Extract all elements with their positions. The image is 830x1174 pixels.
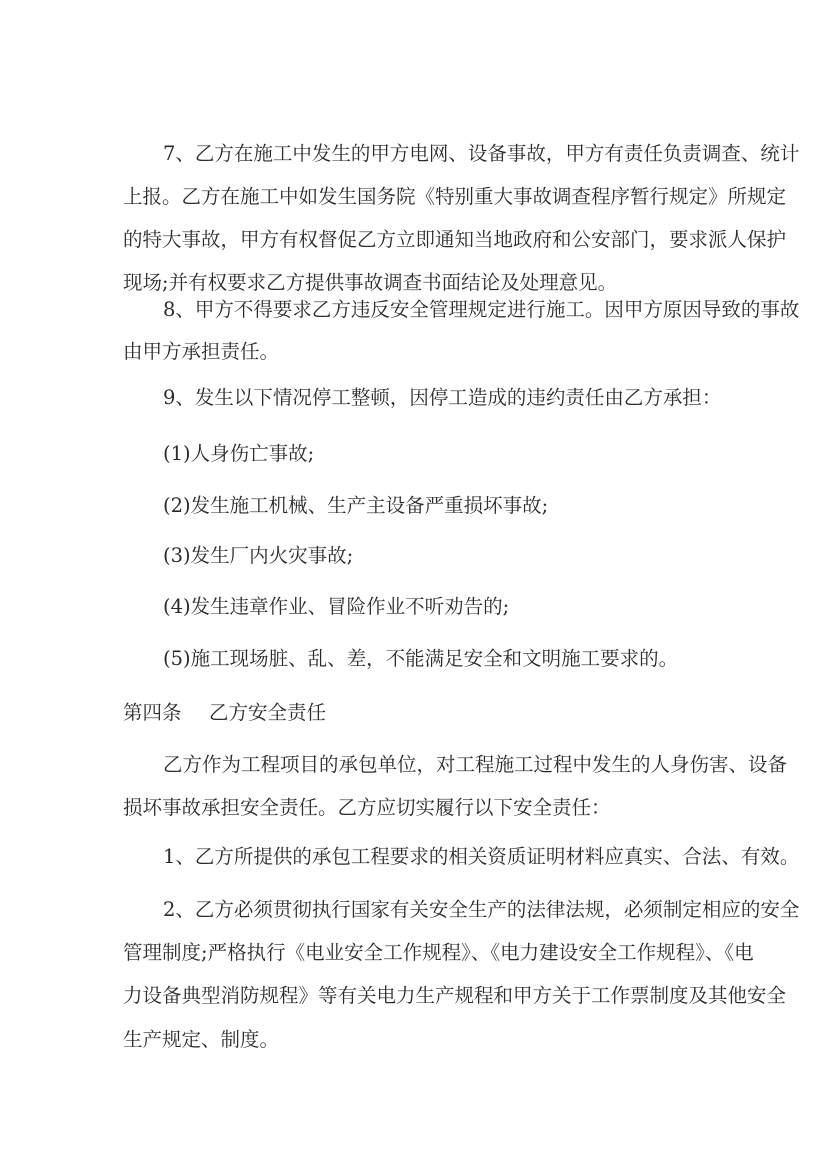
intro-line-1: 乙方作为工程项目的承包单位，对工程施工过程中发生的人身伤害、设备 [163,753,788,776]
article-heading [123,701,711,725]
responsibility-2-line-3: 力设备典型消防规程》等有关电力生产规程和甲方关于工作票制度及其他安全 [123,984,787,1007]
intro-line-2: 损坏事故承担安全责任。乙方应切实履行以下安全责任： [123,796,611,819]
list-item: (5)施工现场脏、乱、差，不能满足安全和文明施工要求的。 [163,647,679,670]
clause-7-line-1: 7、乙方在施工中发生的甲方电网、设备事故，甲方有责任负责调查、统计 [163,142,800,165]
list-item: (4)发生违章作业、冒险作业不听劝告的; [163,595,510,618]
list-item: (3)发生厂内火灾事故; [163,544,354,567]
list-item: (1)人身伤亡事故; [163,442,315,465]
clause-7-line-3: 的特大事故，甲方有权督促乙方立即通知当地政府和公安部门，要求派人保护 [123,228,787,251]
responsibility-2-line-4: 生产规定、制度。 [123,1028,280,1051]
article-title: 乙方安全责任 [209,701,327,724]
responsibility-1: 1、乙方所提供的承包工程要求的相关资质证明材料应真实、合法、有效。 [163,845,800,868]
article-number: 第四条 [123,701,182,724]
responsibility-2-line-2: 管理制度;严格执行《电业安全工作规程》、《电力建设安全工作规程》、《电 [123,941,754,964]
list-item: (2)发生施工机械、生产主设备严重损坏事故; [163,494,549,517]
clause-7-line-4: 现场;并有权要求乙方提供事故调查书面结论及处理意见。 [123,271,618,294]
clause-7-line-2: 上报。乙方在施工中如发生国务院《特别重大事故调查程序暂行规定》所规定 [123,185,787,208]
responsibility-2-line-1: 2、乙方必须贯彻执行国家有关安全生产的法律法规，必须制定相应的安全 [163,898,800,921]
clause-9: 9、发生以下情况停工整顿，因停工造成的违约责任由乙方承担： [163,386,722,409]
clause-8-line-2: 由甲方承担责任。 [123,340,280,363]
clause-8-line-1: 8、甲方不得要求乙方违反安全管理规定进行施工。因甲方原因导致的事故 [163,298,800,321]
